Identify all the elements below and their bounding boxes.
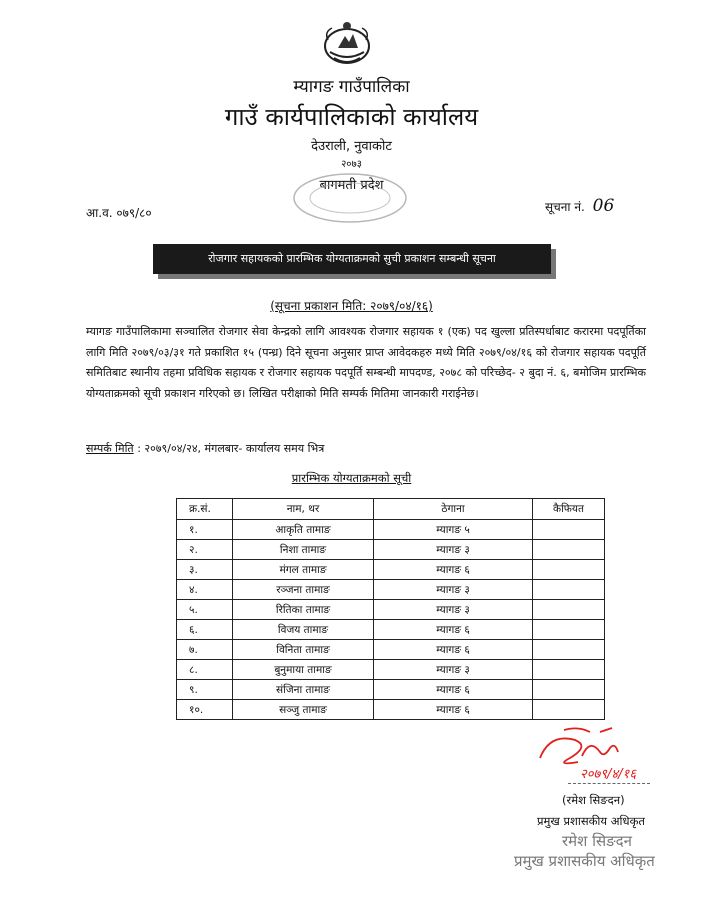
cell-address: म्यागङ ६ <box>374 700 533 720</box>
stamp-officer-name: रमेश सिङदन <box>562 832 632 850</box>
header-serial: क्र.सं. <box>177 499 233 520</box>
cell-serial: ३. <box>177 560 233 580</box>
cell-remarks <box>533 640 605 660</box>
cell-name: रितिका तामाङ <box>233 600 374 620</box>
cell-serial: ८. <box>177 660 233 680</box>
province-name: बागमती प्रदेश <box>319 178 384 193</box>
table-row <box>177 600 605 620</box>
cell-address: म्यागङ ६ <box>374 640 533 660</box>
header-remarks: कैफियत <box>533 499 605 520</box>
cell-remarks <box>533 660 605 680</box>
cell-address: म्यागङ ३ <box>374 660 533 680</box>
office-title: गाउँ कार्यपालिकाको कार्यालय <box>224 103 479 131</box>
cell-address: म्यागङ ३ <box>374 540 533 560</box>
table-row <box>177 560 605 580</box>
contact-date-label: सम्पर्क मिति <box>86 442 134 455</box>
cell-name: विनिता तामाङ <box>233 640 374 660</box>
cell-remarks <box>533 520 605 540</box>
table-title <box>0 471 703 486</box>
table-header-row <box>177 499 605 520</box>
handwritten-signature <box>530 718 670 788</box>
officer-name: (रमेश सिङदन) <box>562 793 625 807</box>
table-row <box>177 620 605 640</box>
table-row <box>177 540 605 560</box>
cell-name: सञ्जु तामाङ <box>233 700 374 720</box>
cell-name: संजिना तामाङ <box>233 680 374 700</box>
fiscal-year: आ.व. ०७९/८० <box>86 206 152 220</box>
publication-date-text: (सूचना प्रकाशन मिति: २०७९/०४/१६) <box>270 299 433 313</box>
table-row <box>177 660 605 680</box>
table-row <box>177 640 605 660</box>
officer-title: प्रमुख प्रशासकीय अधिकृत <box>537 814 645 828</box>
table-row <box>177 580 605 600</box>
cell-serial: ९. <box>177 680 233 700</box>
svg-text:२०७९/४/१६: २०७९/४/१६ <box>580 767 637 782</box>
establishment-year: २०७३ <box>341 159 362 170</box>
cell-name: विजय तामाङ <box>233 620 374 640</box>
municipality-name: म्यागङ गाउँपालिका <box>293 77 410 97</box>
table-row <box>177 680 605 700</box>
table-title-text: प्रारम्भिक योग्यताक्रमको सूची <box>291 471 412 485</box>
cell-name: मंगल तामाङ <box>233 560 374 580</box>
notice-number-value: 06 <box>592 196 615 216</box>
cell-name: बुनुमाया तामाङ <box>233 660 374 680</box>
cell-address: म्यागङ ६ <box>374 620 533 640</box>
cell-remarks <box>533 680 605 700</box>
notice-subject-banner: रोजगार सहायकको प्रारम्भिक योग्यताक्रमको सुची प्रकाशन सम्बन्धी सूचना <box>153 244 551 274</box>
cell-remarks <box>533 560 605 580</box>
cell-remarks <box>533 580 605 600</box>
cell-address: म्यागङ ५ <box>374 520 533 540</box>
publication-date <box>0 297 703 314</box>
cell-remarks <box>533 620 605 640</box>
cell-address: म्यागङ ३ <box>374 600 533 620</box>
cell-address: म्यागङ ३ <box>374 580 533 600</box>
cell-name: रञ्जना तामाङ <box>233 580 374 600</box>
table-row <box>177 700 605 720</box>
cell-address: म्यागङ ६ <box>374 560 533 580</box>
header-address: ठेगाना <box>374 499 533 520</box>
office-stamp <box>290 170 410 225</box>
cell-serial: १. <box>177 520 233 540</box>
cell-remarks <box>533 700 605 720</box>
stamp-officer-title: प्रमुख प्रशासकीय अधिकृत <box>514 852 655 870</box>
signature-line <box>568 783 650 784</box>
nepal-emblem-icon <box>318 18 376 68</box>
notice-number-label: सूचना नं. <box>545 200 585 214</box>
cell-serial: २. <box>177 540 233 560</box>
notice-number <box>545 196 614 216</box>
table-row <box>177 520 605 540</box>
cell-name: आकृति तामाङ <box>233 520 374 540</box>
contact-date-value: : २०७९/०४/२४, मंगलबार- कार्यालय समय भित्र <box>137 442 325 455</box>
header-name: नाम, थर <box>233 499 374 520</box>
cell-serial: ७. <box>177 640 233 660</box>
office-address: देउराली, नुवाकोट <box>311 139 392 154</box>
cell-serial: ५. <box>177 600 233 620</box>
contact-date <box>86 441 324 456</box>
cell-serial: ४. <box>177 580 233 600</box>
cell-name: निशा तामाङ <box>233 540 374 560</box>
notice-body: म्यागङ गाउँपालिकामा सञ्चालित रोजगार सेवा केन्द्रको लागि आवश्यक रोजगार सहायक १ (एक) पद खुल्ला प्रतिस्पर्धाबाट करारमा पदपूर्तिका लागि मिति २०७९/०३/३१ गते प्रकाशित १५ (पन्ध्र) दिने सूचना अनुसार प्राप्त आवेदकहरु मध्ये मिति २०७९/०४/१६ को रोजगार सहायक पदपूर्ति समितिबाट स्थानीय तहमा प्रविधिक सहायक र रोजगार सहायक पदपूर्ति सम्बन्धी मापदण्ड, २०७८ को परिच्छेद- २ बुदा नं. ६, बमोजिम प्रारम्भिक योग्यताक्रमको सूची प्रकाशन गरिएको छ। लिखित परीक्षाको मिति सम्पर्क मितिमा जानकारी गराईनेछ। <box>86 325 646 400</box>
cell-remarks <box>533 600 605 620</box>
cell-address: म्यागङ ६ <box>374 680 533 700</box>
cell-remarks <box>533 540 605 560</box>
merit-list-table <box>176 498 605 720</box>
cell-serial: १०. <box>177 700 233 720</box>
cell-serial: ६. <box>177 620 233 640</box>
